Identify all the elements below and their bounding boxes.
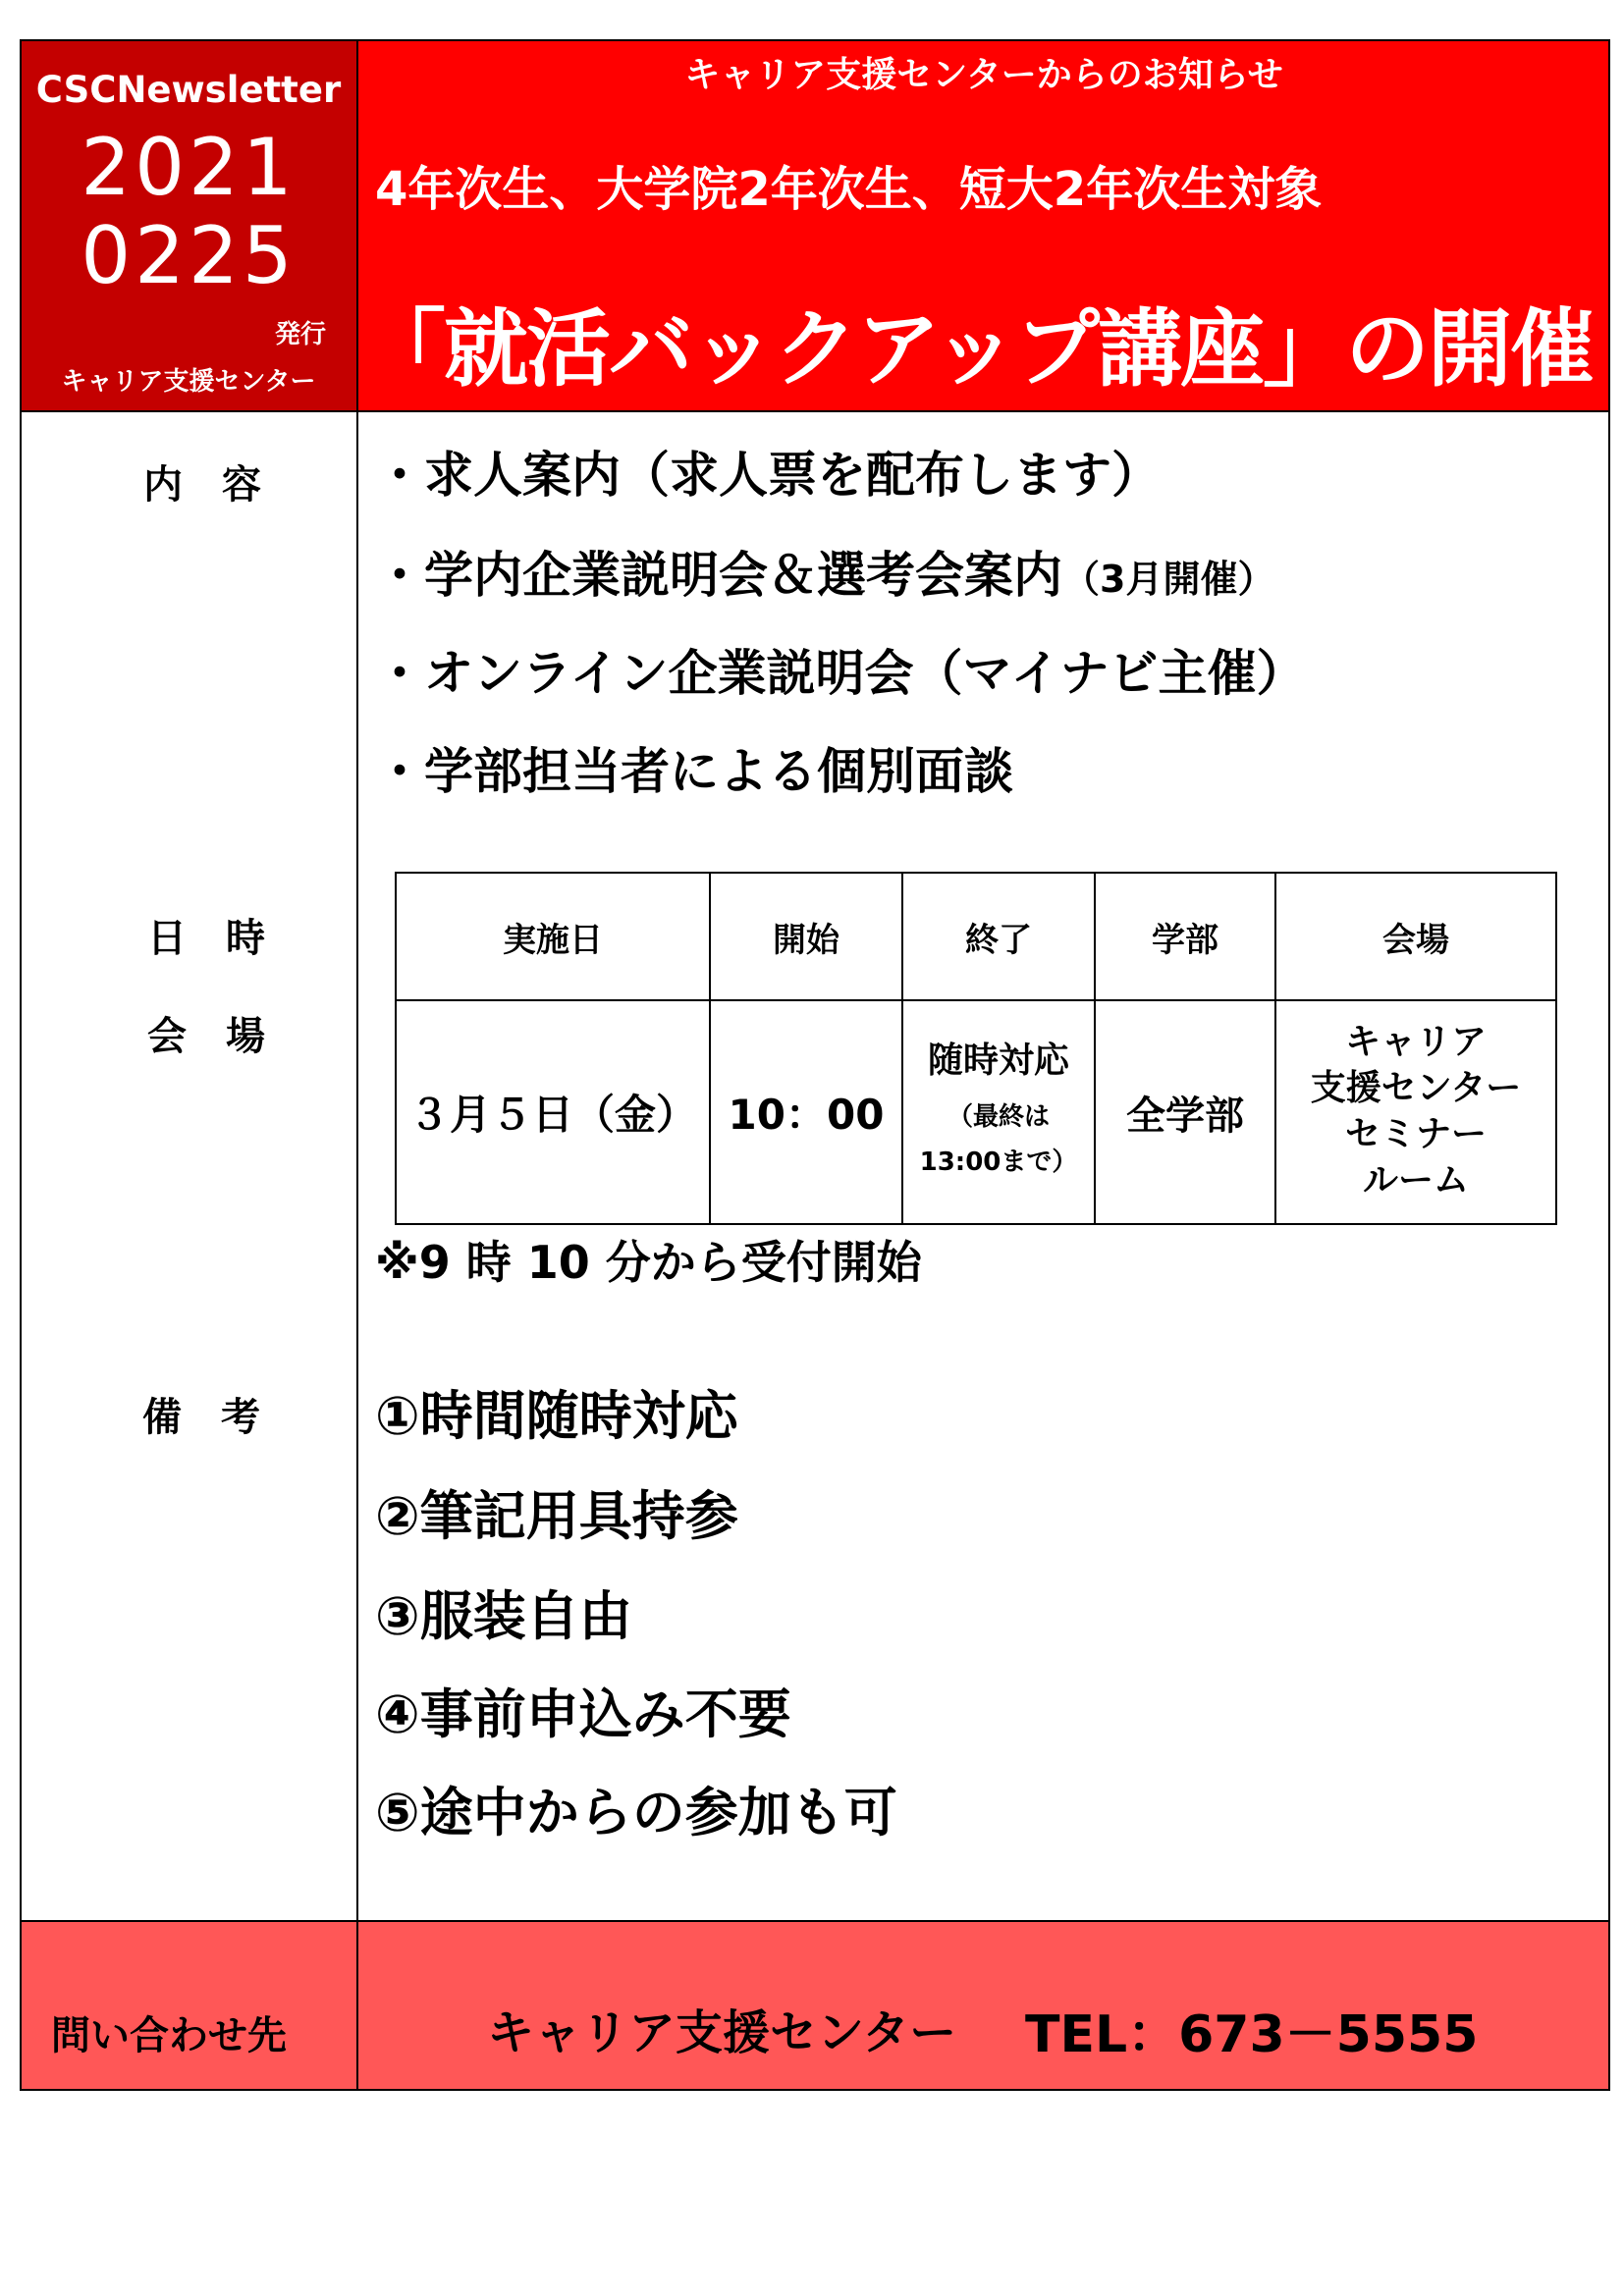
schedule-table: [395, 872, 1557, 1225]
column-divider: [356, 39, 358, 2091]
newsletter-label: CSCNewsletter: [35, 69, 342, 111]
label-content: 内 容: [143, 462, 261, 507]
venue-line: キャリア: [1344, 1022, 1487, 1063]
content-item-note: （3月開催）: [1062, 558, 1275, 601]
issue-year: 2021: [81, 122, 297, 213]
reception-note: ※9 時 10 分から受付開始: [375, 1236, 922, 1289]
label-remarks: 備 考: [142, 1395, 260, 1440]
header-faculty: 学部: [1095, 873, 1275, 1000]
label-contact: 問い合わせ先: [51, 2013, 287, 2058]
content-item: [375, 536, 1274, 607]
footer-divider: [20, 1920, 1610, 1922]
issued-label: 発行: [275, 320, 327, 349]
issue-date: 0225: [81, 210, 297, 301]
target-audience: 4年次生、大学院2年次生、短大2年次生対象: [375, 162, 1323, 217]
schedule-date: ３月５日（金）: [396, 1000, 710, 1224]
schedule-venue: [1275, 1000, 1556, 1224]
schedule-row: [396, 1000, 1556, 1224]
schedule-faculty: 全学部: [1095, 1000, 1275, 1224]
schedule-header-row: [396, 873, 1556, 1000]
label-venue: 会 場: [147, 1014, 265, 1059]
remark-item: ②筆記用具持参: [375, 1485, 738, 1547]
header-venue: 会場: [1275, 873, 1556, 1000]
remark-item: ⑤途中からの参加も可: [375, 1782, 897, 1843]
event-title: 「就活バックアップ講座」の開催: [361, 300, 1593, 399]
schedule-start: 10：00: [710, 1000, 902, 1224]
publisher-label: キャリア支援センター: [61, 367, 316, 397]
header-date: 実施日: [396, 873, 710, 1000]
remark-item: ①時間随時対応: [375, 1385, 738, 1447]
schedule-end: [902, 1000, 1095, 1224]
contact-name: キャリア支援センター: [487, 2005, 957, 2060]
header-start: 開始: [710, 873, 902, 1000]
contact-tel: TEL：673－5555: [1025, 2005, 1479, 2064]
content-item-text: ・学内企業説明会＆選考会案内: [375, 547, 1062, 604]
remark-item: ③服装自由: [375, 1585, 632, 1647]
content-item: ・オンライン企業説明会（マイナビ主催）: [375, 645, 1306, 702]
content-item: ・求人案内（求人票を配布します）: [375, 447, 1161, 504]
header-end: 終了: [902, 873, 1095, 1000]
end-note: （最終は: [947, 1101, 1050, 1132]
label-datetime: 日 時: [147, 916, 265, 961]
content-item: ・学部担当者による個別面談: [375, 743, 1013, 800]
venue-line: 支援センター: [1310, 1068, 1522, 1109]
venue-line: ルーム: [1362, 1159, 1469, 1201]
remark-item: ④事前申込み不要: [375, 1683, 791, 1745]
header-divider: [20, 410, 1610, 412]
notice-line: キャリア支援センターからのお知らせ: [684, 55, 1283, 95]
end-line: 随時対応: [927, 1040, 1069, 1081]
venue-line: セミナー: [1344, 1114, 1487, 1154]
end-note: 13:00まで）: [919, 1148, 1078, 1178]
